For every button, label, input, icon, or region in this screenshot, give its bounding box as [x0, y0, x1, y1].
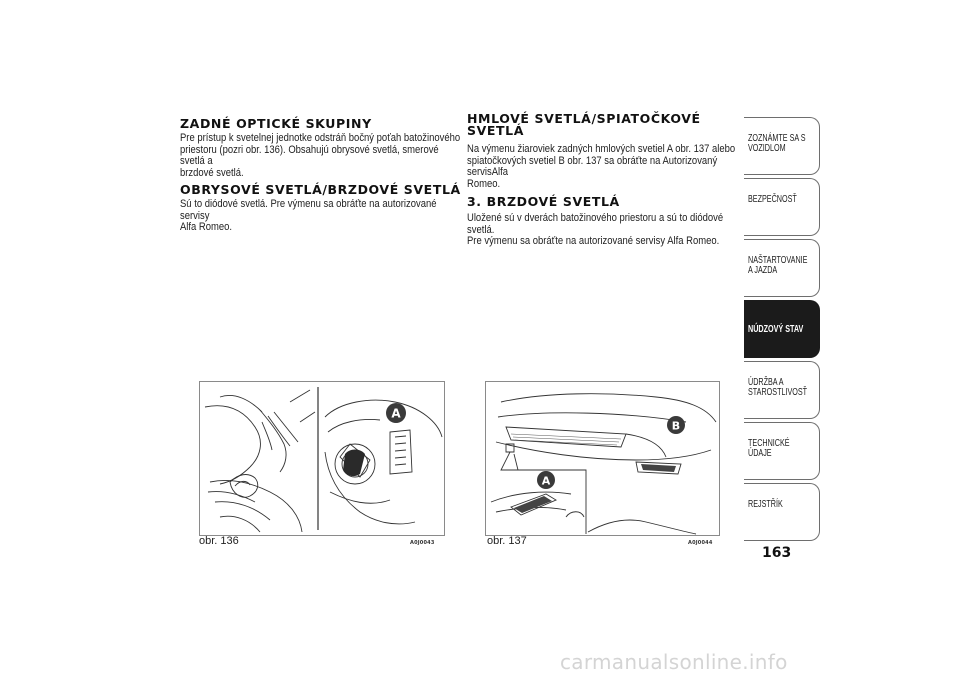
tab-safety[interactable] — [744, 178, 820, 236]
tab-label: NÚDZOVÝ STAV — [748, 324, 804, 335]
figure-137-illustration — [485, 381, 720, 536]
tab-label: ÚDRŽBA A STAROSTLIVOSŤ — [748, 377, 808, 398]
section-heading-position-brake-lights: OBRYSOVÉ SVETLÁ/BRZDOVÉ SVETLÁ — [180, 182, 461, 197]
trunk-side-panel-illustration — [200, 382, 444, 535]
section-heading-rear-lights: ZADNÉ OPTICKÉ SKUPINY — [180, 116, 372, 131]
section-heading-fog-reverse-lights — [467, 113, 701, 137]
heading-line: SVETLÁ — [467, 123, 524, 138]
paragraph-position-brake-lights — [180, 199, 464, 234]
heading-line: HMLOVÉ SVETLÁ/SPIATOČKOVÉ — [467, 111, 701, 126]
text-line: priestoru (pozri obr. 136). Obsahujú obrysové svetlá, smerové svetlá a — [180, 143, 439, 167]
text-line: Romeo. — [467, 177, 501, 190]
text-line: Pre prístup k svetelnej jednotke odstráň bočný poťah batožinového — [180, 132, 461, 144]
figure-136-illustration — [199, 381, 445, 536]
text-line: Pre výmenu sa obráťte na autorizované servisy Alfa Romeo. — [467, 235, 720, 247]
tab-starting-driving[interactable] — [744, 239, 820, 297]
tab-label: BEZPEČNOSŤ — [748, 194, 797, 205]
text-line: Sú to diódové svetlá. Pre výmenu sa obráťte na autorizované servisy — [180, 198, 437, 222]
chapter-tabs — [744, 117, 820, 544]
tab-label: ZOZNÁMTE SA S VOZIDLOM — [748, 133, 806, 154]
figure-136-caption: obr. 136 — [199, 535, 239, 547]
tab-label: NAŠTARTOVANIE A JAZDA — [748, 255, 808, 276]
text-line: Na výmenu žiaroviek zadných hmlových svetiel A obr. 137 alebo — [467, 143, 736, 155]
section-heading-third-brake-light: 3. BRZDOVÉ SVETLÁ — [467, 194, 620, 209]
tab-maintenance[interactable] — [744, 361, 820, 419]
marker-label: B — [671, 419, 681, 433]
figure-137-caption: obr. 137 — [487, 535, 527, 547]
watermark-text: carmanualsonline.info — [560, 650, 788, 674]
tab-label: REJSTŘÍK — [748, 499, 783, 510]
tab-label: TECHNICKÉ ÚDAJE — [748, 438, 790, 459]
text-line: Alfa Romeo. — [180, 221, 233, 233]
paragraph-third-brake-light — [467, 213, 751, 248]
tab-index[interactable] — [744, 483, 820, 541]
rear-bumper-illustration — [486, 382, 719, 535]
figure-136-code: A0J0043 — [410, 540, 435, 546]
text-line: Uložené sú v dverách batožinového priestoru a sú to diódové svetlá. — [467, 212, 724, 236]
figure-137-code: A0J0044 — [688, 540, 713, 546]
page-number: 163 — [762, 545, 792, 561]
paragraph-rear-lights — [180, 133, 464, 179]
marker-label: A — [541, 474, 551, 488]
tab-emergency[interactable] — [744, 300, 820, 358]
text-line: spiatočkových svetiel B obr. 137 sa obráťte na Autorizovaný servisAlfa — [467, 154, 718, 178]
tab-technical-data[interactable] — [744, 422, 820, 480]
tab-getting-to-know-vehicle[interactable] — [744, 117, 820, 175]
text-line: brzdové svetlá. — [180, 166, 244, 179]
paragraph-fog-reverse-lights — [467, 144, 751, 190]
marker-label: A — [391, 406, 401, 421]
